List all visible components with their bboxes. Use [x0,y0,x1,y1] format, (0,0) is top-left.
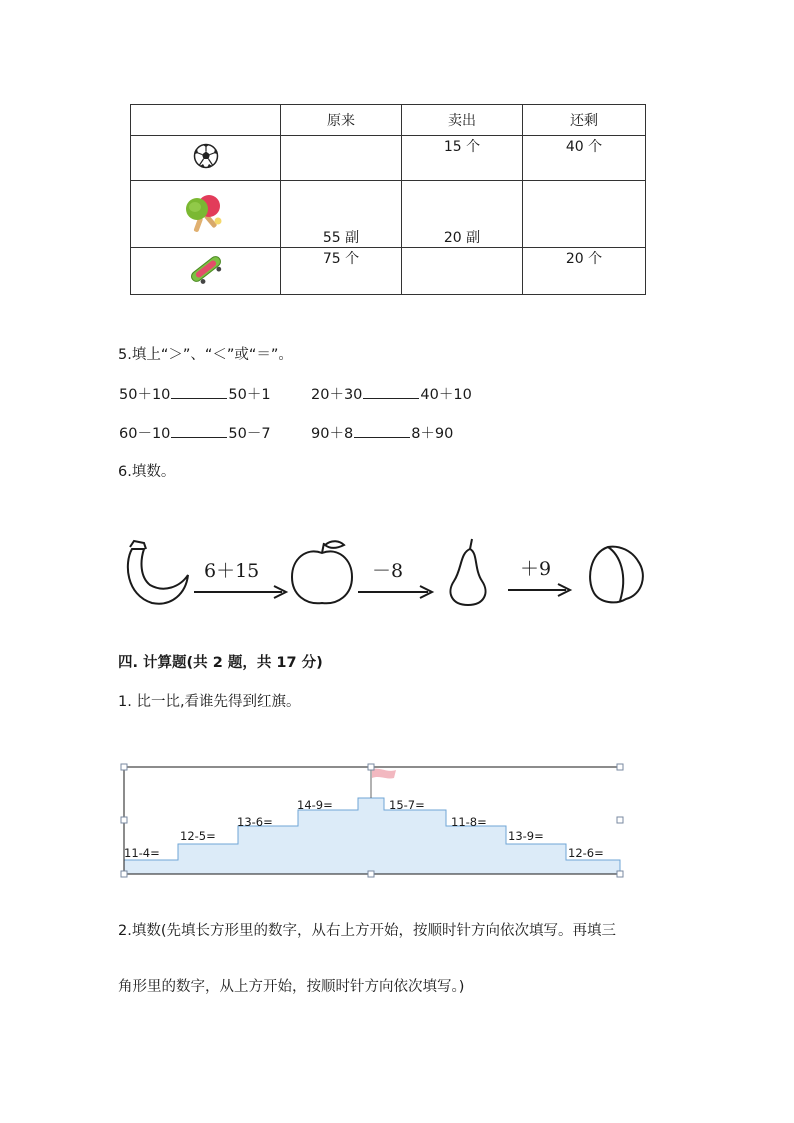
table-header-cell: 原来 [281,105,402,136]
answer-blank[interactable] [171,425,227,438]
table-cell-sold: 20 副 [402,181,523,248]
operation-label: ＋9 [520,558,552,580]
peach-icon [590,547,643,603]
table-cell-left[interactable] [523,181,646,248]
compare-left: 90＋8 [311,426,354,442]
table-cell-sold: 15 个 [402,136,523,181]
stair-step-equation[interactable]: 13-6= [237,815,273,829]
question-2-line-2: 角形里的数字，从上方开始，按顺时针方向依次填写。) [118,979,465,995]
apple-icon [292,541,352,603]
stair-step-equation[interactable]: 13-9= [508,829,544,843]
compare-right: 40＋10 [420,387,472,403]
answer-blank[interactable] [354,425,410,438]
pear-icon [450,539,485,605]
table-cell-original: 75 个 [281,248,402,295]
red-flag-icon [372,769,396,779]
compare-right: 8＋90 [411,426,454,442]
compare-item [311,383,472,404]
table-cell-original[interactable] [281,136,402,181]
compare-item [119,383,271,404]
table-cell-original: 55 副 [281,181,402,248]
ping-pong-paddles-icon [131,181,281,248]
table-row [131,136,646,181]
compare-left: 20＋30 [311,387,363,403]
compare-right: 50－7 [228,426,271,442]
compare-item [311,422,453,443]
stair-step-equation[interactable]: 12-6= [568,846,604,860]
stair-step-equation[interactable]: 12-5= [180,829,216,843]
soccer-ball-icon [131,136,281,181]
stair-step-equation[interactable]: 14-9= [297,798,333,812]
sales-table [130,104,646,295]
table-row [131,248,646,295]
answer-blank[interactable] [171,386,227,399]
compare-left: 60－10 [119,426,171,442]
table-header-cell: 卖出 [402,105,523,136]
question-1-title: 1. 比一比,看谁先得到红旗。 [118,694,301,710]
answer-blank[interactable] [363,386,419,399]
compare-item [119,422,271,443]
table-row [131,181,646,248]
table-cell-left: 20 个 [523,248,646,295]
banana-icon [128,541,188,604]
stair-step-equation[interactable]: 11-8= [451,815,487,829]
stair-step-equation[interactable]: 11-4= [124,846,160,860]
stair-step-equation[interactable]: 15-7= [389,798,425,812]
table-header-cell: 还剩 [523,105,646,136]
table-cell-left: 40 个 [523,136,646,181]
table-header-row [131,105,646,136]
operation-label: －8 [372,560,404,582]
table-header-cell [131,105,281,136]
compare-right: 50＋1 [228,387,271,403]
staircase-figure [118,760,628,880]
compare-left: 50＋10 [119,387,171,403]
question-6-title: 6.填数。 [118,464,176,480]
section-4-title: 四. 计算题(共 2 题，共 17 分) [118,655,323,671]
operation-label: 6＋15 [204,560,260,582]
skateboard-icon [131,248,281,295]
question-2-line-1: 2.填数(先填长方形里的数字，从右上方开始，按顺时针方向依次填写。再填三 [118,923,616,939]
question-5-title: 5.填上“＞”、“＜”或“＝”。 [118,347,293,363]
table-cell-sold[interactable] [402,248,523,295]
